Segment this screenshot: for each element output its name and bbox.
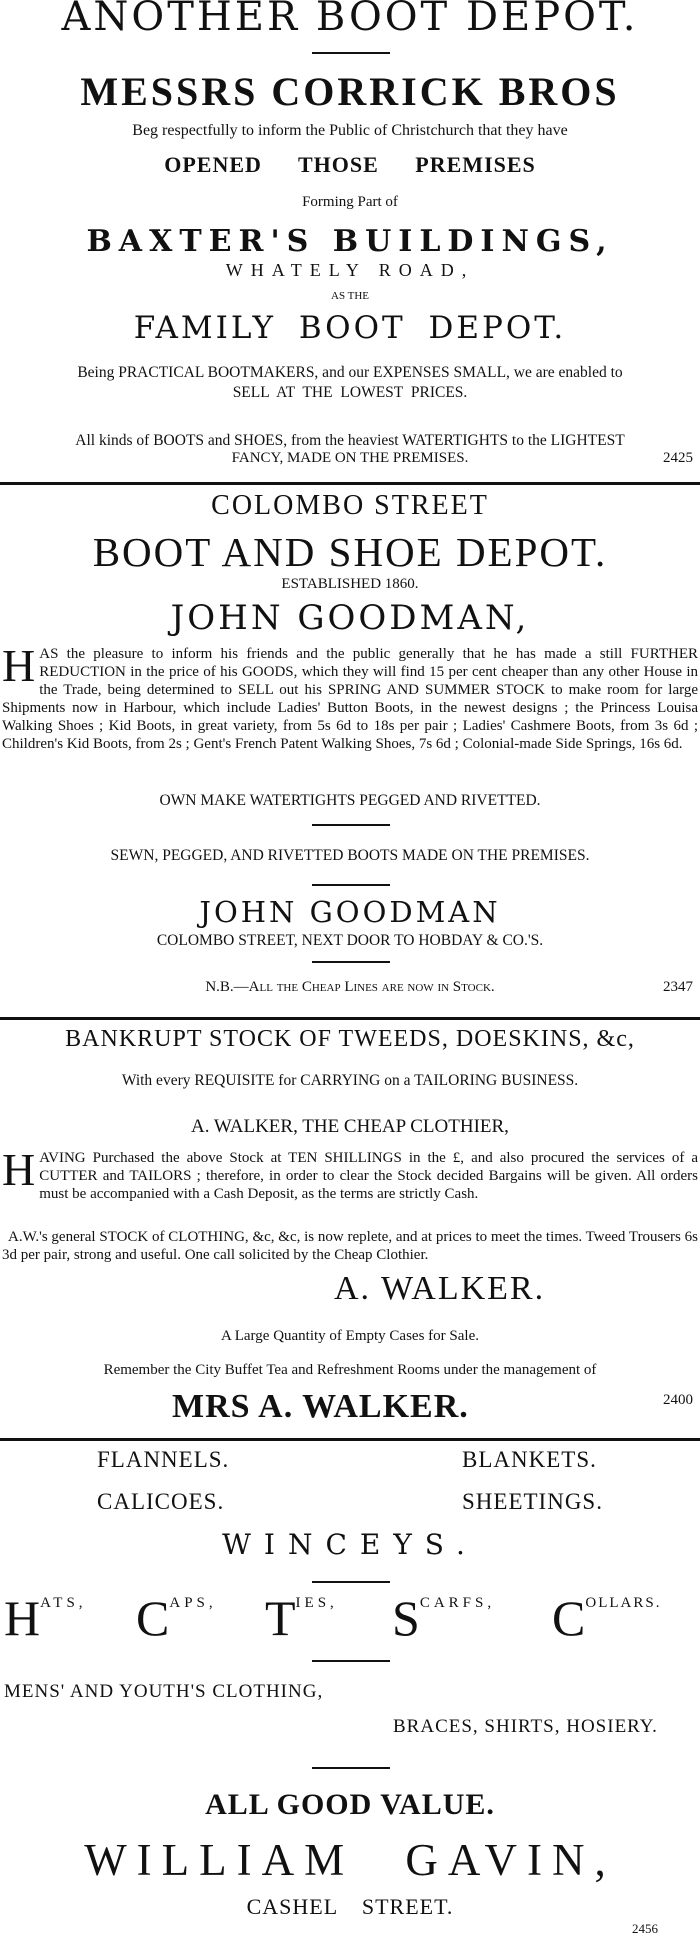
ad1-building: BAXTER'S BUILDINGS,: [86, 224, 614, 259]
ad4-collars: [552, 1590, 661, 1646]
ad2-dropcap: H: [2, 640, 36, 691]
ad4-hats: [4, 1590, 87, 1646]
ad4-hats-initial: H: [4, 1590, 41, 1646]
ad4-street: CASHEL STREET.: [246, 1894, 454, 1919]
ad2-name2: JOHN GOODMAN: [199, 895, 501, 929]
ad3-general-paragraph: A.W.'s general STOCK of CLOTHING, &c, &c, is now replete, and at prices to meet the times. Tweed Trousers 6s 3d per pair, strong and useful. One call solicited by the Cheap Clothier.: [2, 1229, 698, 1263]
ad1-practical: Being PRACTICAL BOOTMAKERS, and our EXPENSES SMALL, we are enabled to: [77, 364, 623, 381]
ad3-ref-number: 2400: [663, 1392, 693, 1408]
ad3-body-text: AVING Purchased the above Stock at TEN SHILLINGS in the £, and also procured the services of a CUTTER and TAILORS ; therefore, in order to clear the Stock decided Bargains will be given. All orders must be accompanied with a Cash Deposit, as the terms are strictly Cash.: [39, 1150, 698, 1202]
ad2-ref-number: 2347: [663, 979, 693, 995]
ad3-cases: A Large Quantity of Empty Cases for Sale.: [220, 1328, 479, 1344]
ad4-mens: MENS' AND YOUTH'S CLOTHING,: [4, 1681, 324, 1702]
short-rule: [312, 884, 390, 886]
ad4-ties-initial: T: [265, 1590, 296, 1646]
ad-divider: [0, 1438, 700, 1441]
ad3-requisite: With every REQUISITE for CARRYING on a TAILORING BUSINESS.: [121, 1072, 579, 1089]
ad-divider: [0, 1017, 700, 1020]
short-rule: [312, 1767, 390, 1769]
ad1-intro: Beg respectfully to inform the Public of Christchurch that they have: [132, 122, 568, 139]
ad4-name: WILLIAM GAVIN,: [84, 1835, 616, 1885]
ad2-name: JOHN GOODMAN,: [170, 598, 530, 638]
ad1-fancy: FANCY, MADE ON THE PREMISES.: [231, 450, 469, 466]
ad4-collars-rest: OLLARS.: [585, 1595, 662, 1611]
ad3-body-paragraph: [2, 1144, 698, 1203]
ad3-signature: A. WALKER.: [334, 1270, 546, 1307]
ad2-address: COLOMBO STREET, NEXT DOOR TO HOBDAY & CO.'S.: [156, 932, 544, 949]
ad3-remember: Remember the City Buffet Tea and Refreshment Rooms under the management of: [103, 1362, 597, 1378]
ad4-scarfs: [392, 1590, 495, 1646]
short-rule: [312, 52, 390, 54]
ad4-caps-rest: APS,: [169, 1595, 217, 1611]
ad2-body-text: AS the pleasure to inform his friends and the public generally that he has made a still FURTHER REDUCTION in the price of his GOODS, which they will find 15 per cent cheaper than any other House in the Trade, being determined to SELL out his SPRING AND SUMMER STOCK to make room for large Shipments now in Harbour, which include Ladies' Button Boots, in the newest designs ; the Princess Louisa Walking Shoes ; Kid Boots, in great variety, from 5s 6d to 18s per pair ; Ladies' Cashmere Boots, from 3s 6d ; Children's Kid Boots, from 2s ; Gent's French Patent Walking Shoes, 7s 6d ; Colonial-made Side Springs, 16s 6d.: [2, 646, 698, 752]
short-rule: [312, 1660, 390, 1662]
ad1-depot: FAMILY BOOT DEPOT.: [133, 310, 567, 346]
ad4-hats-rest: ATS,: [40, 1595, 87, 1611]
ad1-ref-number: 2425: [663, 450, 693, 466]
ad4-sheetings: SHEETINGS.: [462, 1489, 603, 1514]
ad-divider: [0, 482, 700, 485]
ad2-depot: BOOT AND SHOE DEPOT.: [92, 529, 608, 575]
ad1-firm: MESSRS CORRICK BROS: [80, 69, 620, 114]
short-rule: [312, 961, 390, 963]
ad4-ties: [265, 1590, 338, 1646]
ad4-scarfs-rest: CARFS,: [419, 1595, 496, 1611]
ad1-forming: Forming Part of: [302, 194, 398, 210]
ad4-ref-number: 2456: [632, 1921, 658, 1936]
ad4-braces: BRACES, SHIRTS, HOSIERY.: [393, 1716, 658, 1737]
ad1-sell: SELL AT THE LOWEST PRICES.: [232, 384, 468, 401]
ad4-scarfs-initial: S: [392, 1590, 420, 1646]
ad4-collars-initial: C: [552, 1590, 586, 1646]
ad1-kinds: All kinds of BOOTS and SHOES, from the heaviest WATERTIGHTS to the LIGHTEST: [75, 432, 625, 449]
ad4-calicoes: CALICOES.: [97, 1489, 225, 1514]
short-rule: [312, 824, 390, 826]
ad1-as-the: AS THE: [331, 290, 369, 302]
ad3-walker-title: A. WALKER, THE CHEAP CLOTHIER,: [191, 1116, 509, 1137]
ad2-street: COLOMBO STREET: [211, 490, 489, 521]
ad3-mrs-walker: MRS A. WALKER.: [172, 1388, 469, 1425]
ad1-heading: ANOTHER BOOT DEPOT.: [61, 0, 639, 40]
ad3-heading: BANKRUPT STOCK OF TWEEDS, DOESKINS, &c,: [65, 1026, 635, 1052]
ad2-established: ESTABLISHED 1860.: [281, 576, 419, 592]
short-rule: [312, 1581, 390, 1583]
ad3-dropcap: H: [2, 1144, 36, 1195]
ad1-opened: OPENED THOSE PREMISES: [164, 152, 536, 177]
ad4-caps-initial: C: [136, 1590, 170, 1646]
ad2-own-make: OWN MAKE WATERTIGHTS PEGGED AND RIVETTED.: [159, 792, 541, 809]
ad2-nb: N.B.—All the Cheap Lines are now in Stock.: [205, 979, 495, 995]
ad4-caps: [136, 1590, 217, 1646]
ad4-ties-rest: IES,: [295, 1595, 338, 1611]
ad1-road: WHATELY ROAD,: [225, 260, 475, 280]
ad4-flannels: FLANNELS.: [97, 1447, 230, 1472]
ad2-body-paragraph: [2, 640, 698, 753]
ad2-sewn: SEWN, PEGGED, AND RIVETTED BOOTS MADE ON THE PREMISES.: [110, 847, 590, 864]
ad4-winceys: WINCEYS.: [222, 1528, 478, 1561]
ad4-blankets: BLANKETS.: [462, 1447, 597, 1472]
ad4-value: ALL GOOD VALUE.: [205, 1788, 495, 1821]
